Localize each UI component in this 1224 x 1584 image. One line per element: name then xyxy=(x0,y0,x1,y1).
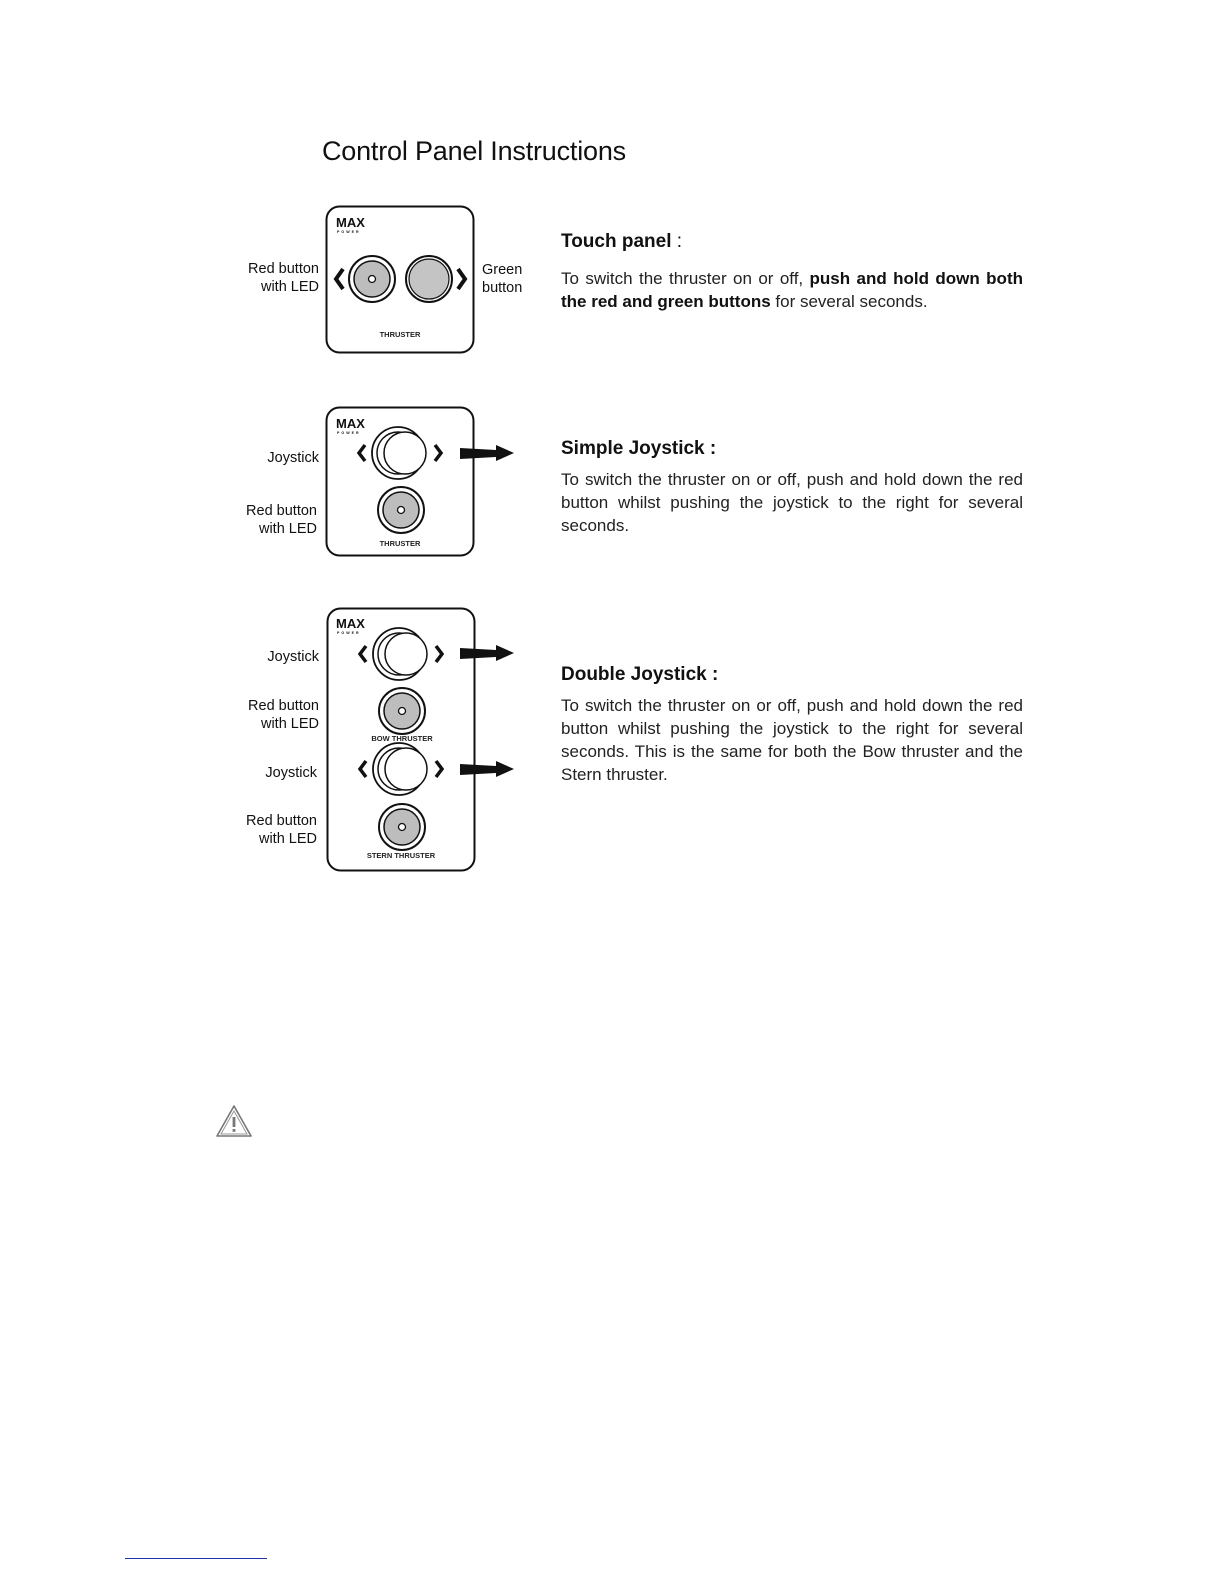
svg-text:POWER: POWER xyxy=(337,631,361,635)
svg-text:POWER: POWER xyxy=(337,431,361,435)
double-joystick-diagram xyxy=(326,607,477,873)
arrow-right-icon xyxy=(460,444,516,464)
red-button-label xyxy=(220,502,317,538)
label-line: with LED xyxy=(260,716,319,732)
section-heading: Simple Joystick : xyxy=(561,438,717,459)
arrow-right-icon xyxy=(460,760,516,780)
panel-caption: THRUSTER xyxy=(379,330,421,339)
simple-joystick-diagram xyxy=(325,406,476,558)
red-button-label xyxy=(222,260,319,296)
svg-text:MAX: MAX xyxy=(336,416,365,431)
label-line: button xyxy=(482,280,523,296)
green-button xyxy=(406,256,452,302)
joystick-label: Joystick xyxy=(267,450,319,466)
svg-text:MAX: MAX xyxy=(336,616,365,631)
svg-text:MAX: MAX xyxy=(336,215,365,230)
label-line: with LED xyxy=(258,831,317,847)
label-line: Red button xyxy=(246,813,317,829)
red-button-with-led xyxy=(349,256,395,302)
section-heading: Double Joystick : xyxy=(561,664,719,685)
panel-caption: STERN THRUSTER xyxy=(366,851,436,860)
section-heading: Touch panel : xyxy=(561,231,683,252)
joystick-label: Joystick xyxy=(265,765,317,781)
stern-red-button-with-led xyxy=(379,804,425,850)
panel-caption: THRUSTER xyxy=(379,539,421,548)
warning-triangle-icon xyxy=(215,1104,253,1138)
touch-panel-section xyxy=(561,231,1025,313)
simple-joystick-section xyxy=(561,438,1025,537)
page-title: Control Panel Instructions xyxy=(322,136,626,166)
label-line: Green xyxy=(482,262,523,278)
double-joystick-section xyxy=(561,664,1025,786)
red-button-with-led xyxy=(378,487,424,533)
section-text: To switch the thruster on or off, push and hold down the red button whilst pushing the joystick to the right for several seconds. xyxy=(561,470,1023,535)
green-button-label xyxy=(482,261,552,297)
red-button-label xyxy=(220,812,317,848)
section-text: To switch the thruster on or off, push and hold down both the red and green buttons for several seconds. xyxy=(561,269,1023,311)
label-line: Red button xyxy=(248,261,319,277)
section-text: To switch the thruster on or off, push and hold down the red button whilst pushing the joystick to the right for several seconds. This is the same for both the Bow thruster and the Stern thruster. xyxy=(561,696,1023,784)
panel-caption: BOW THRUSTER xyxy=(371,734,433,743)
label-line: Red button xyxy=(248,698,319,714)
bow-red-button-with-led xyxy=(379,688,425,734)
label-line: Red button xyxy=(246,503,317,519)
arrow-right-icon xyxy=(460,644,516,664)
joystick-label: Joystick xyxy=(267,649,319,665)
touch-panel-diagram xyxy=(325,205,476,355)
svg-text:POWER: POWER xyxy=(337,230,361,234)
label-line: with LED xyxy=(258,521,317,537)
footer-rule xyxy=(125,1558,267,1559)
label-line: with LED xyxy=(260,279,319,295)
red-button-label xyxy=(222,697,319,733)
